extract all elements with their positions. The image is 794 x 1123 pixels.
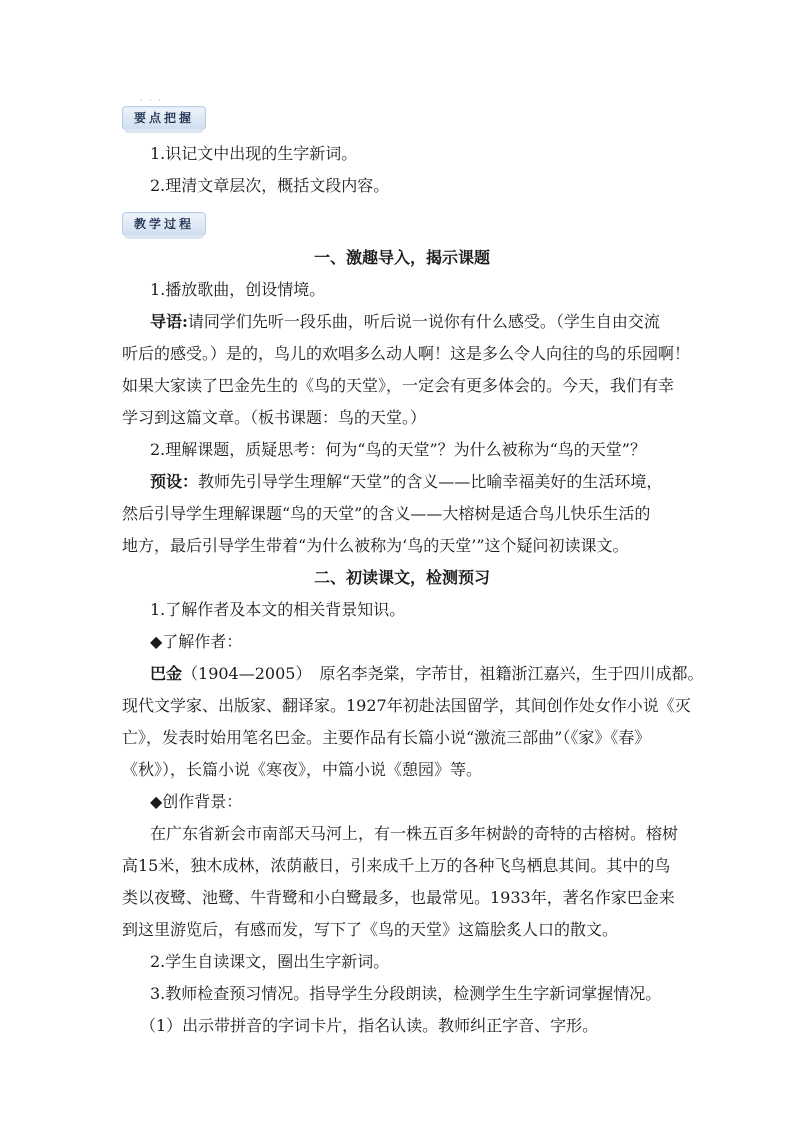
key-point-1: 1.识记文中出现的生字新词。 <box>150 144 358 163</box>
guide-paragraph-line2: 听后的感受。）是的，鸟儿的欢唱多么动人啊！这是多么令人向往的鸟的乐园啊！ <box>122 344 691 363</box>
author-paragraph-line2: 现代文学家、出版家、翻译家。1927年初赴法国留学，其间创作处女作小说《灭 <box>122 696 691 715</box>
background-paragraph-line3: 类以夜鹭、池鹭、牛背鹭和小白鹭最多，也最常见。1933年，著名作家巴金来 <box>122 888 675 907</box>
author-label: ◆了解作者： <box>150 632 243 651</box>
section2-item2: 2.学生自读课文，圈出生字新词。 <box>150 952 390 971</box>
process-badge: 教学过程 <box>122 212 206 236</box>
background-label: ◆创作背景： <box>150 792 243 811</box>
guide-paragraph-line1 <box>150 312 710 332</box>
preset-paragraph-line3: 地方，最后引导学生带着“为什么被称为‘鸟的天堂’”这个疑问初读课文。 <box>122 536 629 555</box>
section2-item3: 3.教师检查预习情况。指导学生分段朗读，检测学生生字新词掌握情况。 <box>150 984 662 1003</box>
background-paragraph-line2: 高15米，独木成林，浓荫蔽日，引来成千上万的各种飞鸟栖息其间。其中的鸟 <box>122 856 671 875</box>
author-text: （1904—2005） 原名李尧棠，字芾甘，祖籍浙江嘉兴，生于四川成都。 <box>182 664 704 683</box>
background-paragraph-line4: 到这里游览后，有感而发，写下了《鸟的天堂》这篇脍炙人口的散文。 <box>122 920 619 939</box>
key-point-2: 2.理清文章层次，概括文段内容。 <box>150 176 390 195</box>
section1-item1: 1.播放歌曲，创设情境。 <box>150 280 326 299</box>
section2-heading: 二、初读课文，检测预习 <box>313 568 490 587</box>
background-paragraph-line1: 在广东省新会市南部天马河上，有一株五百多年树龄的奇特的古榕树。榕树 <box>150 824 679 843</box>
author-paragraph-line3: 亡》，发表时始用笔名巴金。主要作品有长篇小说“激流三部曲”（《家》《春》 <box>122 728 651 747</box>
section1-item2: 2.理解课题，质疑思考：何为“鸟的天堂”？为什么被称为“鸟的天堂”？ <box>150 440 646 459</box>
author-paragraph-line4: 《秋》），长篇小说《寒夜》，中篇小说《憩园》等。 <box>122 760 483 779</box>
preset-paragraph-line1 <box>150 472 710 492</box>
guide-paragraph-line4: 学习到这篇文章。（板书课题：鸟的天堂。） <box>122 408 427 427</box>
preset-paragraph-line2: 然后引导学生理解课题“鸟的天堂”的含义——大榕树是适合鸟儿快乐生活的 <box>122 504 651 523</box>
badge-underline <box>124 235 204 239</box>
author-paragraph-line1 <box>150 664 710 684</box>
preset-text: 教师先引导学生理解“天堂”的含义——比喻幸福美好的生活环境， <box>198 472 663 491</box>
section2-item3-sub1: （1）出示带拼音的字词卡片，指名认读。教师纠正字音、字形。 <box>140 1016 599 1035</box>
guide-text: 请同学们先听一段乐曲，听后说一说你有什么感受。（学生自由交流 <box>187 312 660 331</box>
decorative-dots: · · · <box>140 96 163 105</box>
guide-label: 导语: <box>150 312 188 331</box>
section2-item1: 1.了解作者及本文的相关背景知识。 <box>150 600 406 619</box>
author-name: 巴金 <box>150 664 183 683</box>
preset-label: 预设： <box>150 472 199 491</box>
section1-heading: 一、激趣导入，揭示课题 <box>313 248 490 267</box>
key-points-badge: 要点把握 <box>122 106 206 130</box>
badge-underline <box>124 129 204 133</box>
guide-paragraph-line3: 如果大家读了巴金先生的《鸟的天堂》，一定会有更多体会的。今天，我们有幸 <box>122 376 675 395</box>
